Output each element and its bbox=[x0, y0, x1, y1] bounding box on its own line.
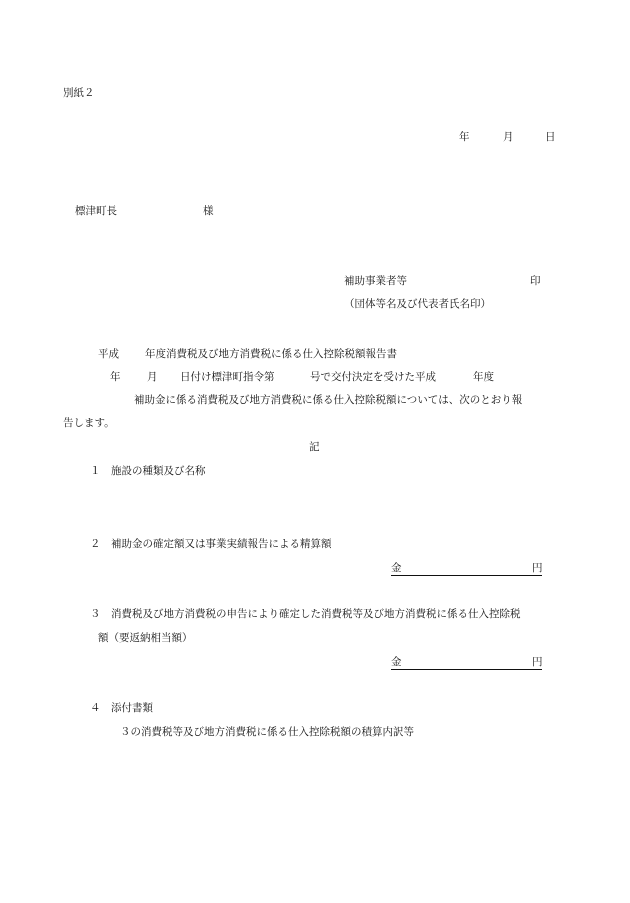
body-date-text: 日付け標津町指令第 bbox=[180, 371, 275, 383]
ki-heading: 記 bbox=[309, 441, 320, 453]
item3-kin: 金 bbox=[391, 656, 402, 668]
attachment-label: 別紙２ bbox=[63, 87, 95, 99]
item3-text-line1: 消費税及び地方消費税の申告により確定した消費税等及び地方消費税に係る仕入控除税 bbox=[111, 608, 521, 620]
applicant-note: （団体等名及び代表者氏名印） bbox=[344, 298, 491, 310]
item2-number: ２ bbox=[90, 538, 101, 550]
body-line2: 補助金に係る消費税及び地方消費税に係る仕入控除税額については、次のとおり報 bbox=[134, 394, 523, 406]
item4-subtext: ３の消費税等及び地方消費税に係る仕入控除税額の積算内訳等 bbox=[120, 726, 414, 738]
body-year: 年 bbox=[110, 371, 121, 383]
addressee-honorific: 様 bbox=[203, 205, 214, 217]
title-era: 平成 bbox=[98, 348, 119, 360]
addressee-name: 標津町長 bbox=[75, 205, 117, 217]
date-month: 月 bbox=[503, 131, 514, 143]
body-fiscal-year: 年度 bbox=[473, 371, 494, 383]
item3-number: ３ bbox=[90, 608, 101, 620]
item2-amount-line bbox=[391, 561, 542, 576]
body-number-text: 号で交付決定を受けた平成 bbox=[310, 371, 436, 383]
item2-kin: 金 bbox=[391, 562, 402, 574]
date-year: 年 bbox=[459, 131, 470, 143]
date-day: 日 bbox=[545, 131, 556, 143]
item4-number: ４ bbox=[90, 702, 101, 714]
item3-en: 円 bbox=[532, 656, 543, 668]
item2-en: 円 bbox=[532, 562, 543, 574]
body-month: 月 bbox=[147, 371, 158, 383]
item2-text: 補助金の確定額又は事業実績報告による精算額 bbox=[111, 538, 332, 550]
body-line3: 告します。 bbox=[63, 417, 115, 429]
item4-text: 添付書類 bbox=[111, 702, 153, 714]
seal-mark: 印 bbox=[530, 275, 541, 287]
applicant-label: 補助事業者等 bbox=[344, 275, 407, 287]
item1-number: １ bbox=[90, 465, 101, 477]
report-title: 年度消費税及び地方消費税に係る仕入控除税額報告書 bbox=[145, 348, 397, 360]
item1-text: 施設の種類及び名称 bbox=[111, 465, 206, 477]
item3-text-line2: 額（要返納相当額） bbox=[98, 632, 193, 644]
item3-amount-line bbox=[391, 655, 542, 670]
